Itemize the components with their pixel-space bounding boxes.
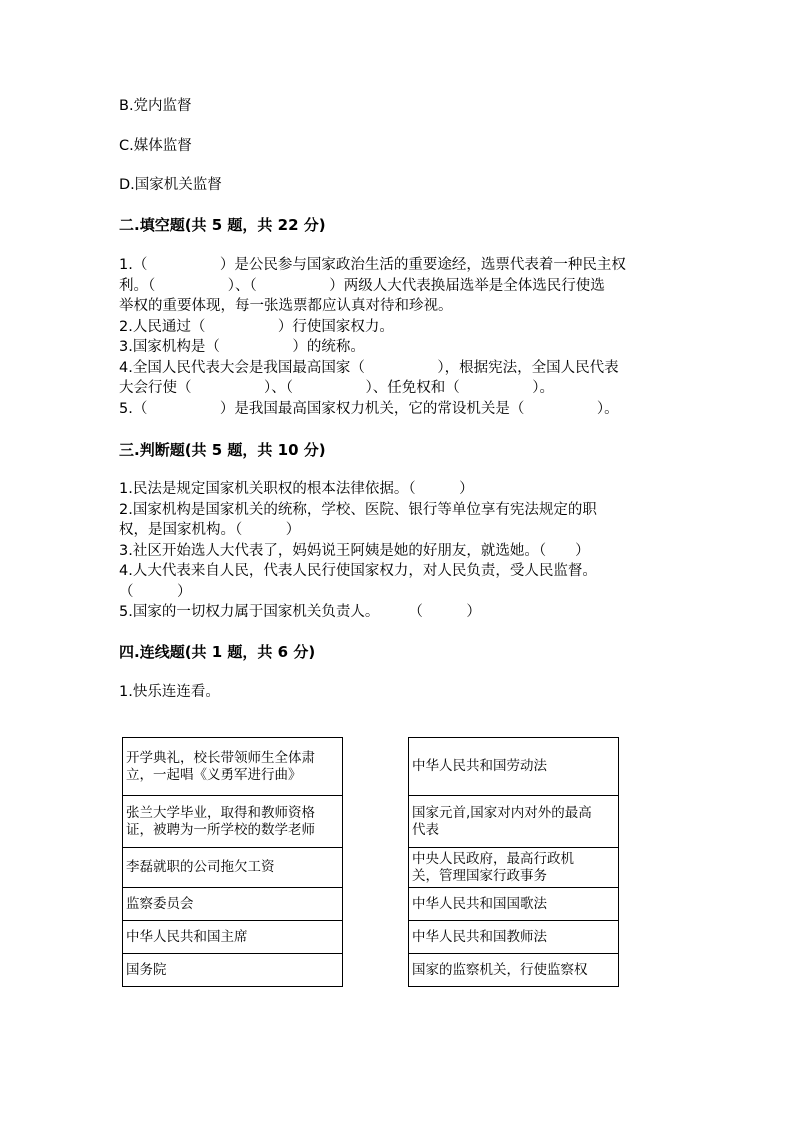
match-item-text: 监察委员会 bbox=[126, 895, 194, 912]
option-c: C.媒体监督 bbox=[119, 138, 192, 154]
match-right-column bbox=[408, 737, 619, 987]
match-left-item[interactable] bbox=[123, 796, 342, 848]
option-b: B.党内监督 bbox=[119, 98, 192, 114]
match-right-item[interactable] bbox=[409, 738, 618, 796]
match-left-item[interactable] bbox=[123, 954, 342, 987]
option-d: D.国家机关监督 bbox=[119, 177, 222, 193]
judge-line: （ ） bbox=[119, 583, 192, 600]
fill-line: 4.全国人民代表大会是我国最高国家（ ），根据宪法，全国人民代表 bbox=[119, 359, 619, 376]
match-item-text: 中华人民共和国国歌法 bbox=[412, 895, 547, 912]
match-right-item[interactable] bbox=[409, 796, 618, 848]
match-left-item[interactable] bbox=[123, 738, 342, 796]
match-left-item[interactable] bbox=[123, 888, 342, 921]
match-right-item[interactable] bbox=[409, 848, 618, 888]
match-right-item[interactable] bbox=[409, 888, 618, 921]
fill-line: 利。（ ）、（ ）两级人大代表换届选举是全体选民行使选 bbox=[119, 277, 605, 294]
match-item-text: 国务院 bbox=[126, 961, 167, 978]
match-right-item[interactable] bbox=[409, 954, 618, 987]
fill-line: 1.（ ）是公民参与国家政治生活的重要途经，选票代表着一种民主权 bbox=[119, 257, 626, 273]
section-fill-title: 二.填空题(共 5 题，共 22 分) bbox=[119, 216, 326, 234]
match-item-text: 开学典礼，校长带领师生全体肃 立，一起唱《义勇军进行曲》 bbox=[126, 749, 315, 783]
section-judge-title: 三.判断题(共 5 题，共 10 分) bbox=[119, 441, 326, 459]
fill-line: 5.（ ）是我国最高国家权力机关，它的常设机关是（ ）。 bbox=[119, 400, 619, 417]
match-item-text: 张兰大学毕业，取得和教师资格 证，被聘为一所学校的数学老师 bbox=[126, 804, 315, 838]
fill-line: 举权的重要体现，每一张选票都应认真对待和珍视。 bbox=[119, 298, 453, 314]
fill-questions bbox=[119, 255, 689, 419]
judge-line: 1.民法是规定国家机关职权的根本法律依据。（ ） bbox=[119, 481, 474, 497]
judge-line: 4.人大代表来自人民，代表人民行使国家权力，对人民负责，受人民监督。 bbox=[119, 563, 597, 579]
fill-line: 3.国家机构是（ ）的统称。 bbox=[119, 339, 365, 355]
judge-line: 权，是国家机构。（ ） bbox=[119, 522, 301, 538]
fill-line: 大会行使（ ）、（ ）、任免权和（ ）。 bbox=[119, 380, 554, 396]
judge-questions bbox=[119, 479, 689, 623]
match-item-text: 中华人民共和国劳动法 bbox=[412, 758, 547, 774]
match-left-item[interactable] bbox=[123, 921, 342, 954]
match-prompt: 1.快乐连连看。 bbox=[119, 684, 220, 700]
match-item-text: 李磊就职的公司拖欠工资 bbox=[126, 859, 275, 875]
match-left-item[interactable] bbox=[123, 848, 342, 888]
judge-line: 2.国家机构是国家机关的统称，学校、医院、银行等单位享有宪法规定的职 bbox=[119, 501, 597, 518]
judge-line: 5.国家的一切权力属于国家机关负责人。 （ ） bbox=[119, 604, 481, 620]
match-left-column bbox=[122, 737, 343, 987]
match-right-item[interactable] bbox=[409, 921, 618, 954]
match-item-text: 中央人民政府，最高行政机 关，管理国家行政事务 bbox=[412, 850, 574, 884]
match-item-text: 中华人民共和国主席 bbox=[126, 928, 248, 945]
section-match-title: 四.连线题(共 1 题，共 6 分) bbox=[119, 643, 316, 661]
judge-line: 3.社区开始选人大代表了，妈妈说王阿姨是她的好朋友，就选她。（ ） bbox=[119, 542, 590, 559]
match-item-text: 中华人民共和国教师法 bbox=[412, 928, 547, 945]
fill-line: 2.人民通过（ ）行使国家权力。 bbox=[119, 318, 394, 335]
match-item-text: 国家的监察机关，行使监察权 bbox=[412, 961, 588, 978]
match-item-text: 国家元首,国家对内对外的最高 代表 bbox=[412, 804, 592, 838]
